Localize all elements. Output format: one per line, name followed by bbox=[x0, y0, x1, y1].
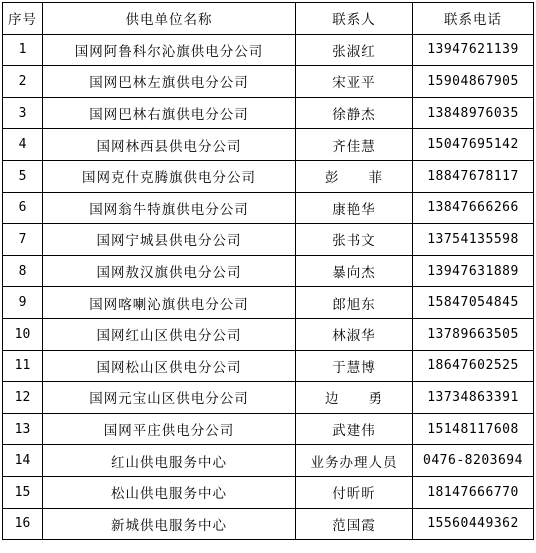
table-body bbox=[3, 34, 534, 540]
cell-serial-number: 2 bbox=[3, 66, 43, 98]
table-row bbox=[3, 129, 534, 161]
cell-serial-number: 10 bbox=[3, 318, 43, 350]
table-row bbox=[3, 413, 534, 445]
table-row bbox=[3, 97, 534, 129]
cell-contact-phone: 13947621139 bbox=[413, 34, 534, 66]
table-row bbox=[3, 318, 534, 350]
cell-unit-name: 国网林西县供电分公司 bbox=[43, 129, 296, 161]
cell-unit-name: 国网克什克腾旗供电分公司 bbox=[43, 160, 296, 192]
cell-serial-number: 16 bbox=[3, 508, 43, 540]
cell-unit-name: 国网元宝山区供电分公司 bbox=[43, 382, 296, 414]
cell-unit-name: 国网敖汉旗供电分公司 bbox=[43, 255, 296, 287]
cell-contact-phone: 15560449362 bbox=[413, 508, 534, 540]
cell-unit-name: 国网翁牛特旗供电分公司 bbox=[43, 192, 296, 224]
cell-unit-name: 松山供电服务中心 bbox=[43, 476, 296, 508]
cell-serial-number: 13 bbox=[3, 413, 43, 445]
cell-contact-person: 郎旭东 bbox=[296, 287, 413, 319]
table-row bbox=[3, 255, 534, 287]
cell-contact-person: 齐佳慧 bbox=[296, 129, 413, 161]
table-row bbox=[3, 192, 534, 224]
cell-serial-number: 7 bbox=[3, 224, 43, 256]
cell-serial-number: 15 bbox=[3, 476, 43, 508]
cell-serial-number: 6 bbox=[3, 192, 43, 224]
cell-contact-phone: 15148117608 bbox=[413, 413, 534, 445]
cell-contact-person: 张淑红 bbox=[296, 34, 413, 66]
cell-contact-phone: 18147666770 bbox=[413, 476, 534, 508]
cell-unit-name: 国网巴林左旗供电分公司 bbox=[43, 66, 296, 98]
contact-table bbox=[2, 2, 534, 540]
cell-contact-phone: 15847054845 bbox=[413, 287, 534, 319]
table-row bbox=[3, 476, 534, 508]
cell-unit-name: 国网喀喇沁旗供电分公司 bbox=[43, 287, 296, 319]
cell-contact-person: 暴向杰 bbox=[296, 255, 413, 287]
cell-unit-name: 新城供电服务中心 bbox=[43, 508, 296, 540]
cell-contact-person: 武建伟 bbox=[296, 413, 413, 445]
cell-unit-name: 国网巴林右旗供电分公司 bbox=[43, 97, 296, 129]
cell-contact-phone: 13947631889 bbox=[413, 255, 534, 287]
cell-serial-number: 5 bbox=[3, 160, 43, 192]
table-row bbox=[3, 34, 534, 66]
table-row bbox=[3, 160, 534, 192]
cell-contact-person: 林淑华 bbox=[296, 318, 413, 350]
header-contact-phone: 联系电话 bbox=[413, 3, 534, 35]
cell-contact-person: 付昕昕 bbox=[296, 476, 413, 508]
cell-serial-number: 14 bbox=[3, 445, 43, 477]
cell-contact-phone: 0476-8203694 bbox=[413, 445, 534, 477]
cell-serial-number: 12 bbox=[3, 382, 43, 414]
header-unit-name: 供电单位名称 bbox=[43, 3, 296, 35]
cell-contact-phone: 13734863391 bbox=[413, 382, 534, 414]
cell-contact-person: 宋亚平 bbox=[296, 66, 413, 98]
cell-unit-name: 红山供电服务中心 bbox=[43, 445, 296, 477]
cell-serial-number: 4 bbox=[3, 129, 43, 161]
cell-serial-number: 11 bbox=[3, 350, 43, 382]
cell-contact-phone: 13789663505 bbox=[413, 318, 534, 350]
cell-contact-person: 康艳华 bbox=[296, 192, 413, 224]
cell-contact-person: 于慧博 bbox=[296, 350, 413, 382]
header-contact-person: 联系人 bbox=[296, 3, 413, 35]
cell-unit-name: 国网松山区供电分公司 bbox=[43, 350, 296, 382]
cell-contact-phone: 13848976035 bbox=[413, 97, 534, 129]
cell-unit-name: 国网平庄供电分公司 bbox=[43, 413, 296, 445]
cell-serial-number: 8 bbox=[3, 255, 43, 287]
cell-contact-person: 张书文 bbox=[296, 224, 413, 256]
cell-contact-phone: 15904867905 bbox=[413, 66, 534, 98]
cell-serial-number: 3 bbox=[3, 97, 43, 129]
cell-contact-phone: 13847666266 bbox=[413, 192, 534, 224]
cell-contact-phone: 18647602525 bbox=[413, 350, 534, 382]
contact-table-container bbox=[2, 2, 534, 540]
cell-serial-number: 1 bbox=[3, 34, 43, 66]
cell-contact-person: 边 勇 bbox=[296, 382, 413, 414]
cell-contact-phone: 15047695142 bbox=[413, 129, 534, 161]
table-row bbox=[3, 508, 534, 540]
cell-unit-name: 国网红山区供电分公司 bbox=[43, 318, 296, 350]
table-row bbox=[3, 382, 534, 414]
table-row bbox=[3, 66, 534, 98]
table-row bbox=[3, 287, 534, 319]
cell-unit-name: 国网宁城县供电分公司 bbox=[43, 224, 296, 256]
table-header-row bbox=[3, 3, 534, 35]
cell-unit-name: 国网阿鲁科尔沁旗供电分公司 bbox=[43, 34, 296, 66]
cell-contact-person: 徐静杰 bbox=[296, 97, 413, 129]
cell-contact-person: 业务办理人员 bbox=[296, 445, 413, 477]
cell-contact-phone: 13754135598 bbox=[413, 224, 534, 256]
table-row bbox=[3, 224, 534, 256]
cell-contact-person: 范国霞 bbox=[296, 508, 413, 540]
table-row bbox=[3, 350, 534, 382]
header-serial-number: 序号 bbox=[3, 3, 43, 35]
table-row bbox=[3, 445, 534, 477]
cell-contact-phone: 18847678117 bbox=[413, 160, 534, 192]
cell-serial-number: 9 bbox=[3, 287, 43, 319]
cell-contact-person: 彭 菲 bbox=[296, 160, 413, 192]
